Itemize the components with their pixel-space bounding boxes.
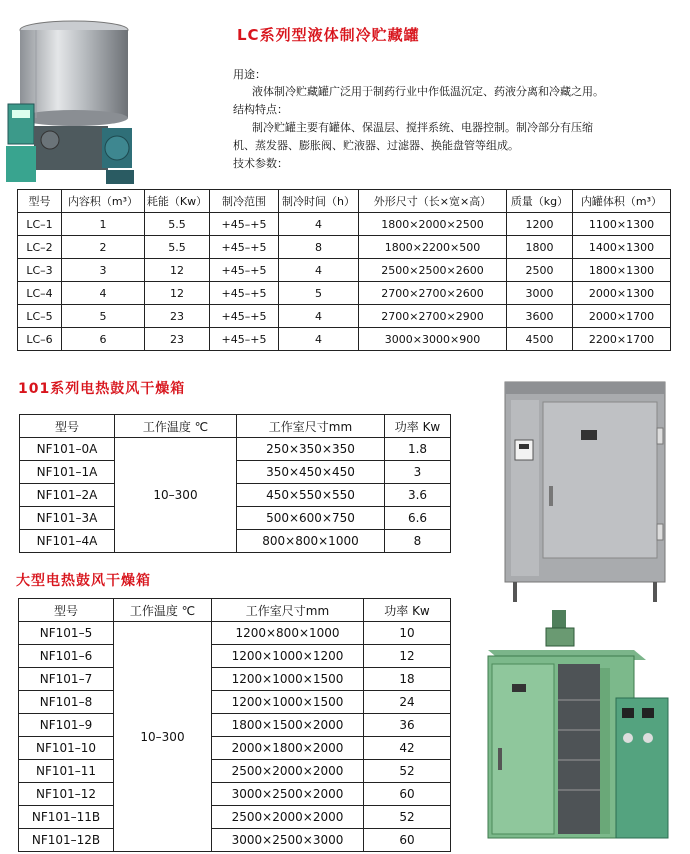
table-cell: 250×350×350 bbox=[237, 438, 385, 461]
table-cell: NF101–1A bbox=[20, 461, 115, 484]
table-row bbox=[19, 645, 451, 668]
header-cell: 工作温度 ℃ bbox=[115, 415, 237, 438]
table-cell: +45–+5 bbox=[210, 236, 279, 259]
table-cell: 6 bbox=[62, 328, 145, 351]
table-cell: 3000 bbox=[507, 282, 573, 305]
table-cell: 1.8 bbox=[385, 438, 451, 461]
table-cell: 5.5 bbox=[145, 213, 210, 236]
table-cell: 2000×1700 bbox=[573, 305, 671, 328]
header-cell: 内罐体积（m³） bbox=[573, 190, 671, 213]
table-cell: NF101–11B bbox=[19, 806, 114, 829]
header-cell: 功率 Kw bbox=[385, 415, 451, 438]
table-cell: 2 bbox=[62, 236, 145, 259]
table-cell: NF101–12 bbox=[19, 783, 114, 806]
table-cell: 2500×2500×2600 bbox=[359, 259, 507, 282]
table-cell: 800×800×1000 bbox=[237, 530, 385, 553]
spec-heading: 技术参数： bbox=[233, 157, 288, 170]
table-cell: 24 bbox=[364, 691, 451, 714]
table-cell: 18 bbox=[364, 668, 451, 691]
table-row bbox=[20, 438, 451, 461]
header-cell: 耗能（Kw） bbox=[145, 190, 210, 213]
table-cell: +45–+5 bbox=[210, 213, 279, 236]
table-cell: 5 bbox=[279, 282, 359, 305]
table-cell: 8 bbox=[385, 530, 451, 553]
table-cell: 12 bbox=[145, 282, 210, 305]
header-cell: 制冷时间（h） bbox=[279, 190, 359, 213]
table-cell: 1200×1000×1200 bbox=[212, 645, 364, 668]
table-cell: 3600 bbox=[507, 305, 573, 328]
header-cell: 制冷范围 bbox=[210, 190, 279, 213]
table-cell: 1800 bbox=[507, 236, 573, 259]
table-cell: LC–1 bbox=[18, 213, 62, 236]
table-cell: 1800×2000×2500 bbox=[359, 213, 507, 236]
table-row bbox=[19, 806, 451, 829]
table-cell: 3.6 bbox=[385, 484, 451, 507]
table-cell: NF101–2A bbox=[20, 484, 115, 507]
header-cell: 型号 bbox=[18, 190, 62, 213]
table-header-row bbox=[18, 190, 671, 213]
feature-text-line-1: 制冷贮罐主要有罐体、保温层、搅拌系统、电器控制。制冷部分有压缩 bbox=[252, 121, 593, 134]
table-cell: 12 bbox=[145, 259, 210, 282]
table-cell: 2500 bbox=[507, 259, 573, 282]
table-cell: 4 bbox=[279, 259, 359, 282]
table-cell: 3000×2500×3000 bbox=[212, 829, 364, 852]
table-row bbox=[19, 737, 451, 760]
table-cell: +45–+5 bbox=[210, 259, 279, 282]
table-row bbox=[18, 213, 671, 236]
table-header-row bbox=[19, 599, 451, 622]
header-cell: 工作室尺寸mm bbox=[237, 415, 385, 438]
lc-section-title: LC系列型液体制冷贮藏罐 bbox=[237, 26, 420, 44]
header-cell: 工作温度 ℃ bbox=[114, 599, 212, 622]
usage-text: 液体制冷贮藏罐广泛用于制药行业中作低温沉定、药液分离和冷藏之用。 bbox=[252, 85, 604, 98]
table-cell: 3000×3000×900 bbox=[359, 328, 507, 351]
table-cell: 3 bbox=[62, 259, 145, 282]
table-cell: 4 bbox=[62, 282, 145, 305]
table-cell: 23 bbox=[145, 328, 210, 351]
temp-range-cell: 10–300 bbox=[115, 438, 237, 553]
table-cell: 2200×1700 bbox=[573, 328, 671, 351]
table-row bbox=[19, 691, 451, 714]
table-row bbox=[18, 305, 671, 328]
table-row bbox=[19, 829, 451, 852]
table-cell: +45–+5 bbox=[210, 282, 279, 305]
header-cell: 型号 bbox=[20, 415, 115, 438]
table-cell: 3000×2500×2000 bbox=[212, 783, 364, 806]
table-cell: LC–2 bbox=[18, 236, 62, 259]
table-cell: 1400×1300 bbox=[573, 236, 671, 259]
table-cell: 1800×2200×500 bbox=[359, 236, 507, 259]
table-cell: NF101–9 bbox=[19, 714, 114, 737]
nf101-section-title: 101系列电热鼓风干燥箱 bbox=[18, 381, 186, 397]
drying-oven-photo bbox=[497, 378, 673, 604]
table-cell: NF101–0A bbox=[20, 438, 115, 461]
table-cell: 5 bbox=[62, 305, 145, 328]
table-cell: 60 bbox=[364, 829, 451, 852]
table-cell: NF101–4A bbox=[20, 530, 115, 553]
table-cell: 52 bbox=[364, 806, 451, 829]
temp-range-cell: 10–300 bbox=[114, 622, 212, 852]
header-cell: 质量（kg） bbox=[507, 190, 573, 213]
table-row bbox=[18, 282, 671, 305]
table-cell: NF101–6 bbox=[19, 645, 114, 668]
large-oven-spec-table bbox=[18, 598, 451, 852]
table-row bbox=[19, 783, 451, 806]
table-cell: LC–5 bbox=[18, 305, 62, 328]
table-row bbox=[18, 259, 671, 282]
table-cell: 1200×1000×1500 bbox=[212, 668, 364, 691]
table-cell: 1800×1300 bbox=[573, 259, 671, 282]
table-cell: 6.6 bbox=[385, 507, 451, 530]
table-row bbox=[19, 714, 451, 737]
header-cell: 型号 bbox=[19, 599, 114, 622]
table-row bbox=[19, 668, 451, 691]
table-cell: 4 bbox=[279, 328, 359, 351]
table-cell: 1200 bbox=[507, 213, 573, 236]
table-cell: 4500 bbox=[507, 328, 573, 351]
table-cell: LC–3 bbox=[18, 259, 62, 282]
header-cell: 外形尺寸（长×宽×高） bbox=[359, 190, 507, 213]
table-cell: 2700×2700×2900 bbox=[359, 305, 507, 328]
table-cell: +45–+5 bbox=[210, 305, 279, 328]
table-row bbox=[18, 328, 671, 351]
large-oven-section-title: 大型电热鼓风干燥箱 bbox=[16, 573, 151, 589]
table-cell: 5.5 bbox=[145, 236, 210, 259]
nf101-spec-table bbox=[19, 414, 451, 553]
feature-text-line-2: 机、蒸发器、膨胀阀、贮液器、过滤器、换能盘管等组成。 bbox=[233, 139, 519, 152]
table-cell: 450×550×550 bbox=[237, 484, 385, 507]
table-cell: 2700×2700×2600 bbox=[359, 282, 507, 305]
table-cell: NF101–8 bbox=[19, 691, 114, 714]
table-cell: 4 bbox=[279, 305, 359, 328]
table-cell: 52 bbox=[364, 760, 451, 783]
table-cell: NF101–7 bbox=[19, 668, 114, 691]
table-cell: NF101–11 bbox=[19, 760, 114, 783]
feature-heading: 结构特点： bbox=[233, 103, 288, 116]
table-cell: 3 bbox=[385, 461, 451, 484]
table-cell: 2000×1800×2000 bbox=[212, 737, 364, 760]
table-cell: 4 bbox=[279, 213, 359, 236]
table-cell: 350×450×450 bbox=[237, 461, 385, 484]
table-cell: NF101–10 bbox=[19, 737, 114, 760]
table-row bbox=[19, 622, 451, 645]
lc-spec-table bbox=[17, 189, 671, 351]
table-cell: 2500×2000×2000 bbox=[212, 806, 364, 829]
header-cell: 内容积（m³） bbox=[62, 190, 145, 213]
table-cell: 8 bbox=[279, 236, 359, 259]
header-cell: 功率 Kw bbox=[364, 599, 451, 622]
table-cell: 1800×1500×2000 bbox=[212, 714, 364, 737]
table-cell: 23 bbox=[145, 305, 210, 328]
table-cell: LC–6 bbox=[18, 328, 62, 351]
table-cell: 12 bbox=[364, 645, 451, 668]
table-cell: 36 bbox=[364, 714, 451, 737]
table-cell: 2000×1300 bbox=[573, 282, 671, 305]
table-cell: 10 bbox=[364, 622, 451, 645]
tank-photo bbox=[6, 16, 134, 186]
table-cell: +45–+5 bbox=[210, 328, 279, 351]
table-cell: 500×600×750 bbox=[237, 507, 385, 530]
table-cell: NF101–12B bbox=[19, 829, 114, 852]
table-cell: NF101–3A bbox=[20, 507, 115, 530]
table-cell: LC–4 bbox=[18, 282, 62, 305]
table-cell: 1 bbox=[62, 213, 145, 236]
table-cell: 2500×2000×2000 bbox=[212, 760, 364, 783]
table-cell: 1200×800×1000 bbox=[212, 622, 364, 645]
usage-heading: 用途： bbox=[233, 68, 266, 81]
table-cell: 42 bbox=[364, 737, 451, 760]
table-cell: NF101–5 bbox=[19, 622, 114, 645]
large-oven-photo bbox=[484, 608, 674, 844]
table-row bbox=[18, 236, 671, 259]
table-cell: 60 bbox=[364, 783, 451, 806]
table-row bbox=[19, 760, 451, 783]
table-cell: 1200×1000×1500 bbox=[212, 691, 364, 714]
table-cell: 1100×1300 bbox=[573, 213, 671, 236]
table-header-row bbox=[20, 415, 451, 438]
header-cell: 工作室尺寸mm bbox=[212, 599, 364, 622]
